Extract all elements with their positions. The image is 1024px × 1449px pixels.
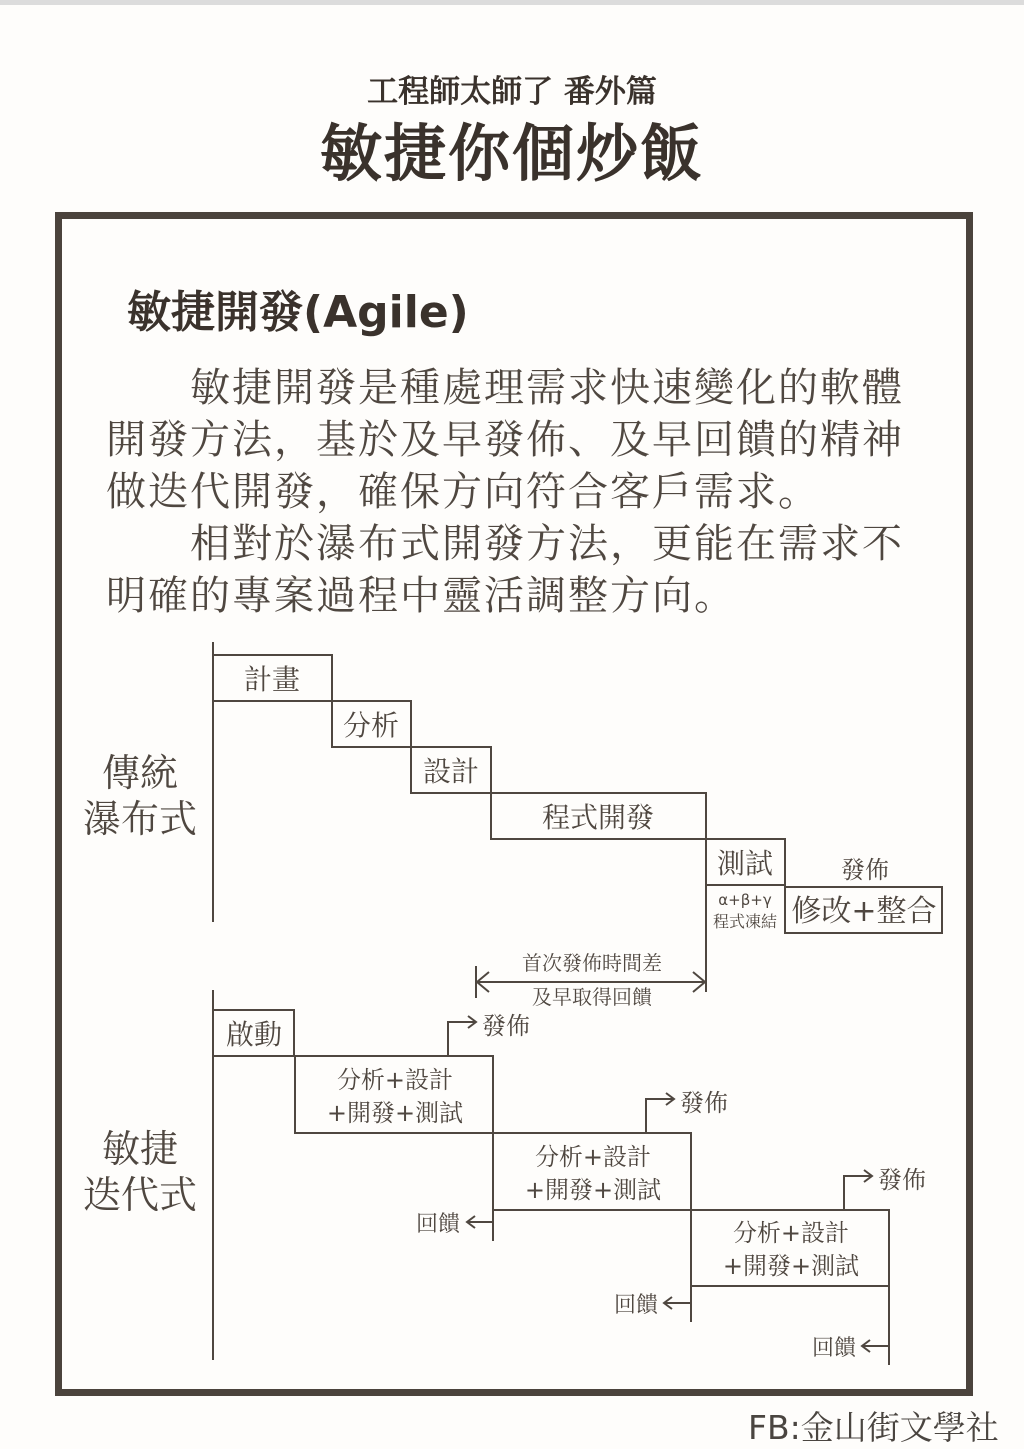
section-heading: 敏捷開發(Agile) <box>127 287 469 338</box>
agile-release-label-2: 發佈 <box>680 1089 728 1117</box>
step-testing-label: 測試 <box>716 847 774 880</box>
waterfall-release-label: 發佈 <box>841 856 889 884</box>
footer-credit: FB:金山街文學社 <box>748 1408 999 1447</box>
iteration-1-line1: 分析+設計 <box>336 1066 454 1094</box>
paragraph-line-1: 敏捷開發是種處理需求快速變化的軟體 <box>106 365 904 411</box>
iteration-2-line1: 分析+設計 <box>534 1143 652 1171</box>
step-analysis-label: 分析 <box>342 709 400 742</box>
page-title: 敏捷你個炒飯 <box>319 117 704 190</box>
paragraph-line-2: 開發方法，基於及早發佈、及早回饋的精神 <box>106 417 904 463</box>
paragraph-line-3: 做迭代開發，確保方向符合客戶需求。 <box>106 469 820 515</box>
feedback-label-2: 回饋 <box>613 1293 658 1318</box>
step-coding-label: 程式開發 <box>541 801 655 834</box>
step-plan-label: 計畫 <box>243 663 301 696</box>
agile-label-line1: 敏捷 <box>101 1127 179 1171</box>
waterfall-label-line2: 瀑布式 <box>82 797 198 841</box>
gap-label-line2: 及早取得回饋 <box>532 985 652 1009</box>
step-design-label: 設計 <box>422 755 480 788</box>
feedback-label-1: 回饋 <box>415 1212 460 1237</box>
code-freeze-line2: 程式凍結 <box>712 912 778 931</box>
step-fix-merge-label: 修改+整合 <box>791 894 937 929</box>
release-arrow-1 <box>448 1022 476 1056</box>
agile-release-label-1: 發佈 <box>482 1012 530 1040</box>
iteration-2-line2: +開發+測試 <box>524 1176 662 1204</box>
paragraph-line-4: 相對於瀑布式開發方法，更能在需求不 <box>106 521 904 567</box>
iteration-3-line1: 分析+設計 <box>732 1219 850 1247</box>
agile-label-line2: 迭代式 <box>82 1173 198 1217</box>
feedback-label-3: 回饋 <box>811 1336 856 1361</box>
code-freeze-line1: α+β+γ <box>718 891 772 909</box>
release-arrow-2 <box>646 1099 674 1133</box>
agile-start-label: 啟動 <box>225 1018 283 1051</box>
release-arrow-3 <box>844 1176 872 1210</box>
agile-release-label-3: 發佈 <box>878 1166 926 1194</box>
iteration-1-line2: +開發+測試 <box>326 1099 464 1127</box>
gap-label-line1: 首次發佈時間差 <box>522 951 662 975</box>
iteration-3-line2: +開發+測試 <box>722 1252 860 1280</box>
paragraph-line-5: 明確的專案過程中靈活調整方向。 <box>106 573 736 619</box>
series-title: 工程師太師了 番外篇 <box>367 74 657 110</box>
waterfall-label-line1: 傳統 <box>101 751 179 795</box>
